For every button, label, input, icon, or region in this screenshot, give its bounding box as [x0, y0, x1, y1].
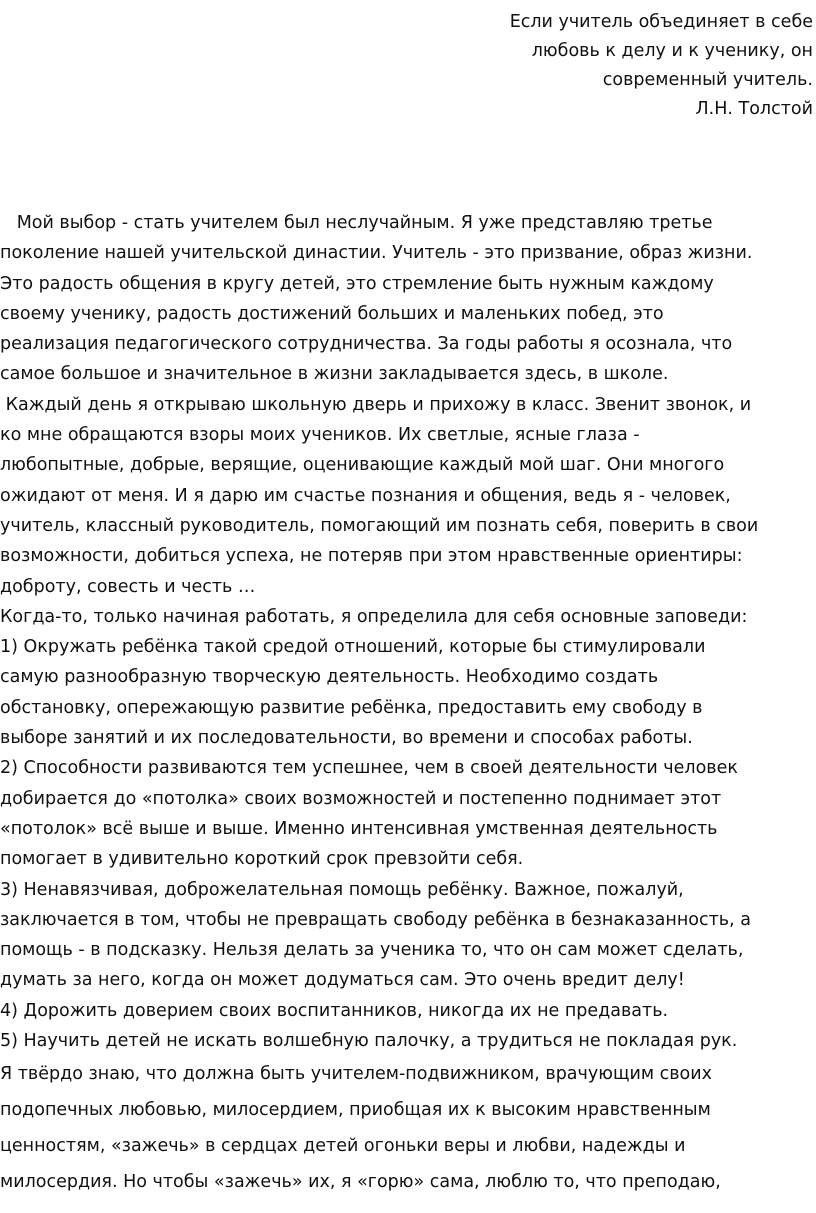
text-line: «потолок» всё выше и выше. Именно интенсивная умственная деятельность [0, 818, 718, 839]
text-line: подопечных любовью, милосердием, приобщая их к высоким нравственным [0, 1100, 711, 1121]
text-line: ко мне обращаются взоры моих учеников. Их светлые, ясные глаза - [0, 425, 640, 446]
text-line: добирается до «потолка» своих возможностей и постепенно поднимает этот [0, 788, 722, 809]
text-line: выборе занятий и их последовательности, во времени и способах работы. [0, 728, 693, 749]
text-line: самое большое и значительное в жизни закладывается здесь, в школе. [0, 364, 669, 385]
essay-paragraphs [0, 208, 816, 1056]
text-line: думать за него, когда он может додуматься сам. Это очень вредит делу! [0, 970, 685, 991]
commandment-1-line: 1) Окружать ребёнка такой средой отношений, которые бы стимулировали [0, 637, 706, 658]
essay-body [0, 208, 816, 1200]
text-line: ожидают от меня. И я дарю им счастье познания и общения, ведь я - человек, [0, 485, 731, 506]
commandment-4-line: 4) Дорожить доверием своих воспитанников, никогда их не предавать. [0, 1000, 669, 1021]
closing-paragraph [0, 1056, 816, 1200]
text-line: поколение нашей учительской династии. Учитель - это призвание, образ жизни. [0, 243, 753, 264]
text-line: Каждый день я открываю школьную дверь и прихожу в класс. Звенит звонок, и [0, 394, 752, 415]
text-line: доброту, совесть и честь … [0, 576, 256, 597]
text-line: милосердия. Но чтобы «зажечь» их, я «горю» сама, люблю то, что преподаю, [0, 1172, 721, 1193]
text-line: Я твёрдо знаю, что должна быть учителем-подвижником, врачующим своих [0, 1064, 712, 1085]
text-line: учитель, классный руководитель, помогающий им познать себя, поверить в свои [0, 515, 759, 536]
epigraph-line: современный учитель. [602, 70, 813, 90]
epigraph-line: любовь к делу и к ученику, он [531, 41, 813, 61]
epigraph-author: Л.Н. Толстой [695, 99, 813, 119]
text-line: возможности, добиться успеха, не потеряв при этом нравственные ориентиры: [0, 546, 743, 567]
text-line: ценностям, «зажечь» в сердцах детей огоньки веры и любви, надежды и [0, 1136, 686, 1157]
text-line: Это радость общения в кругу детей, это стремление быть нужным каждому [0, 273, 714, 294]
commandment-5-line: 5) Научить детей не искать волшебную палочку, а трудиться не покладая рук. [0, 1031, 738, 1052]
epigraph-line: Если учитель объединяет в себе [509, 12, 813, 32]
epigraph [393, 8, 813, 124]
commandment-2-line: 2) Способности развиваются тем успешнее, чем в своей деятельности человек [0, 758, 738, 779]
text-line: самую разнообразную творческую деятельность. Необходимо создать [0, 667, 659, 688]
text-line: заключается в том, чтобы не превращать свободу ребёнка в безнаказанность, а [0, 909, 751, 930]
text-line: Когда-то, только начиная работать, я определила для себя основные заповеди: [0, 606, 748, 627]
text-line: Мой выбор - стать учителем был неслучайным. Я уже представляю третье [0, 213, 713, 233]
text-line: помогает в удивительно короткий срок превзойти себя. [0, 849, 524, 870]
text-line: любопытные, добрые, верящие, оценивающие каждый мой шаг. Они многого [0, 455, 725, 476]
text-line: обстановку, опережающую развитие ребёнка, предоставить ему свободу в [0, 697, 703, 718]
commandment-3-line: 3) Ненавязчивая, доброжелательная помощь ребёнку. Важное, пожалуй, [0, 879, 684, 900]
text-line: своему ученику, радость достижений больших и маленьких побед, это [0, 303, 664, 324]
text-line: помощь - в подсказку. Нельзя делать за ученика то, что он сам может сделать, [0, 940, 744, 961]
text-line: реализация педагогического сотрудничества. За годы работы я осознала, что [0, 334, 733, 355]
